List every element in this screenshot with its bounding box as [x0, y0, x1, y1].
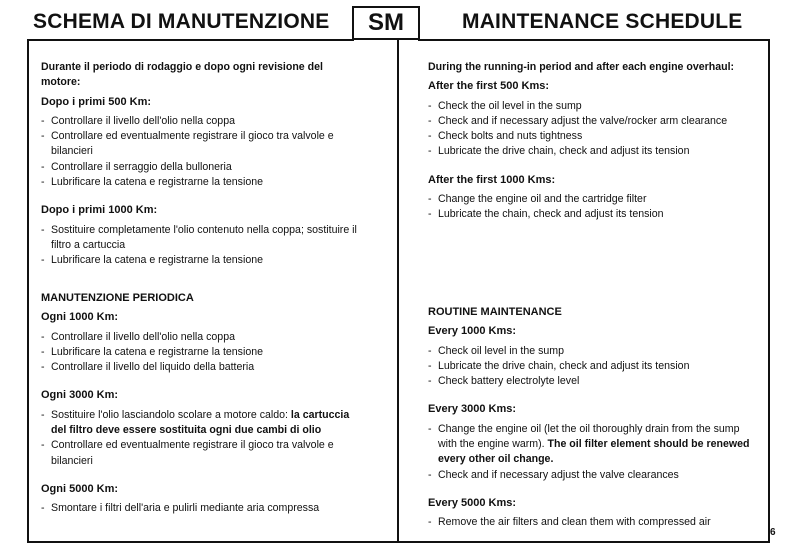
english-every-5000-list: [428, 515, 756, 530]
english-every-1000-list: [428, 344, 756, 390]
italian-every-1000-list: [41, 330, 363, 376]
header-rule-right: [418, 39, 770, 41]
section-badge: SM: [352, 6, 420, 40]
list-item: - Controllare il livello dell'olio nella coppa: [41, 330, 363, 345]
italian-every-3000-list: [41, 408, 363, 469]
italian-500-list: [41, 114, 363, 190]
english-1000-first-list: [428, 192, 756, 223]
page-header: [0, 6, 792, 40]
list-item: - Controllare il livello dell'olio nella coppa: [41, 114, 363, 129]
list-item: - Controllare il serraggio della bulloneria: [41, 160, 363, 175]
header-rule-left: [27, 39, 354, 41]
list-item: - Controllare ed eventualmente registrare il gioco tra valvole e bilancieri: [41, 438, 363, 469]
list-item: - Check and if necessary adjust the valve/rocker arm clearance: [428, 114, 756, 129]
frame-bottom-border: [27, 541, 770, 543]
list-item-bold-text: la cartuccia del filtro deve essere sostituita ogni due cambi di olio: [51, 408, 350, 437]
english-periodic-column: [428, 305, 756, 531]
list-item: - Check bolts and nuts tightness: [428, 129, 756, 144]
english-title: MAINTENANCE SCHEDULE: [462, 10, 743, 33]
list-item: - Sostituire completamente l'olio contenuto nella coppa; sostituire il filtro a cartuccia: [41, 223, 363, 254]
italian-every-5000-heading: Ogni 5000 Km:: [41, 482, 119, 495]
list-item: - Check and if necessary adjust the valve clearances: [428, 468, 756, 483]
italian-1000-first-list: [41, 223, 363, 269]
list-item: - Change the engine oil and the cartridge filter: [428, 192, 756, 207]
list-item-bold-text: The oil filter element should be renewed every other oil change.: [438, 438, 750, 466]
list-item: - Controllare ed eventualmente registrare il gioco tra valvole e bilancieri: [41, 129, 363, 160]
english-500-heading: After the first 500 Kms:: [428, 80, 550, 93]
frame-right-border: [768, 39, 770, 543]
list-item: - Check oil level in the sump: [428, 344, 756, 359]
list-item: - Remove the air filters and clean them with compressed air: [428, 515, 756, 530]
list-item: - Lubricate the drive chain, check and adjust its tension: [428, 144, 756, 159]
english-intro: During the running-in period and after each engine overhaul:: [428, 61, 735, 73]
list-item-text: Sostituire l'olio lasciandolo scolare a motore caldo:: [51, 408, 291, 421]
english-every-5000-heading: Every 5000 Kms:: [428, 496, 517, 509]
italian-every-1000-heading: Ogni 1000 Km:: [41, 311, 119, 324]
italian-periodic-title: MANUTENZIONE PERIODICA: [41, 292, 194, 304]
list-item: - Lubrificare la catena e registrarne la tensione: [41, 345, 363, 360]
english-every-1000-heading: Every 1000 Kms:: [428, 325, 517, 338]
italian-every-3000-heading: Ogni 3000 Km:: [41, 389, 119, 402]
english-every-3000-list: [428, 422, 756, 483]
list-item: - Controllare il livello del liquido della batteria: [41, 360, 363, 375]
list-item: - Lubrificare la catena e registrarne la tensione: [41, 175, 363, 190]
italian-500-heading: Dopo i primi 500 Km:: [41, 95, 152, 108]
column-divider: [397, 39, 399, 543]
list-item: - Smontare i filtri dell'aria e pulirli mediante aria compressa: [41, 501, 363, 516]
italian-periodic-column: [41, 291, 363, 517]
english-column: [428, 60, 756, 223]
list-item: - Lubricate the drive chain, check and adjust its tension: [428, 359, 756, 374]
list-item: - Check the oil level in the sump: [428, 99, 756, 114]
list-item-text: Change the engine oil (let the oil thoroughly drain from the sump with the engine warm).: [438, 422, 740, 451]
english-1000-first-heading: After the first 1000 Kms:: [428, 173, 556, 186]
italian-intro: Durante il periodo di rodaggio e dopo ogni revisione del motore:: [41, 61, 323, 89]
page-number: 6: [770, 527, 776, 538]
italian-title: SCHEMA DI MANUTENZIONE: [33, 10, 330, 33]
frame-left-border: [27, 39, 29, 543]
list-item: - Lubricate the chain, check and adjust its tension: [428, 207, 756, 222]
italian-1000-first-heading: Dopo i primi 1000 Km:: [41, 204, 158, 217]
english-every-3000-heading: Every 3000 Kms:: [428, 403, 517, 416]
english-500-list: [428, 99, 756, 160]
list-item: [41, 408, 363, 439]
list-item: - Check battery electrolyte level: [428, 374, 756, 389]
list-item: [428, 422, 756, 468]
english-periodic-title: ROUTINE MAINTENANCE: [428, 306, 562, 318]
italian-column: [41, 60, 363, 269]
italian-every-5000-list: [41, 501, 363, 516]
list-item: - Lubrificare la catena e registrarne la tensione: [41, 253, 363, 268]
